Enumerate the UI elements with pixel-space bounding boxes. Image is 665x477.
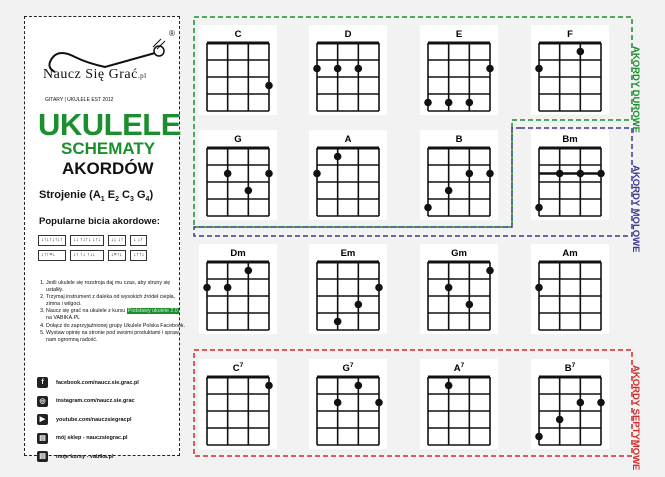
chord-name: $A^7$ (453, 362, 465, 374)
chord-dot (265, 382, 273, 390)
chord-name: Bm (562, 134, 578, 145)
tip-item: 1. Jeśli ukulele się rozstroja daj mu czas, aby struny się ustaliły. (46, 280, 186, 293)
chord-name: A (344, 134, 352, 145)
chord-A (309, 130, 387, 220)
strum-pattern: ↓↑ ↑↓ ↑↓↓ (70, 250, 104, 261)
strum-pattern: ↓↑↑↓ (130, 250, 147, 261)
tuning-note: $A_1$ (92, 189, 105, 204)
chord-dot (203, 284, 211, 292)
chord-dot (535, 204, 543, 212)
tuning-note: $C_3$ (122, 189, 134, 204)
tip-item: 5. Wystaw opinię na stronie pod swoimi produktami i spraw nam ogromną radość. (46, 330, 186, 343)
social-text: mój sklep - nauczsiegrac.pl (56, 435, 128, 441)
chord-dot (355, 301, 363, 309)
chord-dot (424, 99, 432, 107)
chord-Dm (199, 244, 277, 334)
tip-item: 2. Trzymaj instrument z daleka od wysokich źródeł ciepła, zimna i wilgoci. (46, 294, 186, 307)
chord-B (420, 130, 498, 220)
tuning-note: $G_4$ (136, 189, 150, 204)
chord-C (199, 25, 277, 115)
strum-pattern: ↓↓ ↓↑ (108, 235, 127, 246)
brand-name: Naucz Się Grać.pl (43, 67, 147, 82)
chord-dot (445, 382, 453, 390)
chord-dot (334, 153, 342, 161)
chord-name: C (234, 29, 242, 40)
tip-item: 3. Naucz się grać na ukulele z kursu Podstawy ukulele 2.0 na VABIKA.PL (46, 308, 186, 321)
minor-label: AKORDY MOLOWE (630, 165, 641, 253)
chord-name: $G^7$ (342, 362, 354, 374)
chord-F (531, 25, 609, 115)
chord-dot (334, 65, 342, 73)
chord-dot (265, 82, 273, 90)
chord-dot (355, 382, 363, 390)
chord-G7 (309, 359, 387, 449)
registered-mark: ® (169, 29, 175, 38)
strum-title: Popularne bicia akordowe: (39, 216, 160, 227)
chord-dot (535, 433, 543, 441)
title-akordow: AKORDÓW (62, 159, 154, 178)
chord-dot (245, 267, 253, 275)
chord-dot (265, 170, 273, 178)
title-ukulele: UKULELE (38, 107, 181, 142)
chord-name: Em (340, 248, 356, 259)
strum-pattern: ↓↑↑×↓ (38, 250, 66, 261)
strum-pattern: ↓↑↓↑↓↑↓↑ (38, 235, 66, 246)
chord-dot (486, 170, 494, 178)
major-label: AKORDY DUROWE (630, 46, 641, 133)
chord-dot (334, 399, 342, 407)
chord-A7 (420, 359, 498, 449)
chord-name: F (567, 29, 573, 40)
chord-dot (424, 204, 432, 212)
chord-dot (535, 284, 543, 292)
chord-dot (597, 170, 605, 178)
chord-dot (334, 318, 342, 326)
chord-dot (445, 187, 453, 195)
strum-pattern: ↓×↑↓ (108, 250, 127, 261)
chord-name: $B^7$ (564, 362, 576, 374)
chord-dot (375, 284, 383, 292)
chord-name: $C^7$ (232, 362, 244, 374)
chord-dot (466, 99, 474, 107)
chord-dot (577, 48, 585, 56)
chord-dot (577, 399, 585, 407)
chord-B7 (531, 359, 609, 449)
chord-E (420, 25, 498, 115)
chord-dot (535, 65, 543, 73)
chord-dot (375, 399, 383, 407)
chord-dot (445, 99, 453, 107)
chord-dot (313, 170, 321, 178)
chord-name: G (234, 134, 242, 145)
seventh-label: AKORDY SEPTYMOWE (630, 365, 641, 471)
chord-C7 (199, 359, 277, 449)
tuning-note: $E_2$ (107, 189, 119, 204)
tuning-info: Strojenie ($A_1$ $E_2$ $C_3$ $G_4$) (39, 189, 154, 204)
social-text: instagram.com/naucz.sie.grac (56, 398, 135, 404)
chord-dot (486, 267, 494, 275)
shop-icon: ▤ (37, 433, 48, 444)
chord-name: Dm (230, 248, 246, 259)
chord-dot (556, 170, 564, 178)
social-text: moje kursy - vabika.pl (56, 453, 114, 460)
chord-dot (355, 65, 363, 73)
courses-icon: ▤ (37, 451, 48, 462)
strum-pattern: ↓ ↓↑ (130, 235, 147, 246)
chord-dot (556, 416, 564, 424)
chord-name: D (344, 29, 352, 40)
chord-dot (245, 187, 253, 195)
chord-G (199, 130, 277, 220)
chord-name: Am (562, 248, 578, 259)
chord-Gm (420, 244, 498, 334)
strum-pattern: ↓↓ ↑↓↑↓ ↓↑↓ (70, 235, 104, 246)
youtube-icon: ▶ (37, 414, 48, 425)
chord-dot (597, 399, 605, 407)
chord-dot (224, 170, 232, 178)
chord-dot (486, 65, 494, 73)
title-schematy: SCHEMATY (61, 139, 156, 158)
chord-name: B (455, 134, 463, 145)
chord-dot (224, 284, 232, 292)
chord-name: Gm (451, 248, 467, 259)
chord-dot (313, 65, 321, 73)
brand-tagline: GITARY | UKULELE EST 2012 (45, 97, 114, 103)
chord-Em (309, 244, 387, 334)
chord-Bm (531, 130, 609, 220)
chord-dot (577, 170, 585, 178)
social-text: facebook.com/naucz.sie.grac.pl (56, 379, 139, 386)
chord-Am (531, 244, 609, 334)
social-text: youtube.com/nauczsiegracpl (56, 416, 132, 423)
chord-dot (445, 284, 453, 292)
chord-name: E (455, 29, 463, 40)
chord-dot (466, 170, 474, 178)
instagram-icon: ◎ (37, 396, 48, 407)
chord-dot (466, 301, 474, 309)
chord-D (309, 25, 387, 115)
facebook-icon: f (37, 377, 48, 388)
tip-item: 4. Dołącz do zaprzyjaźnionej grupy Ukulele Polska Facebook. (46, 323, 186, 330)
